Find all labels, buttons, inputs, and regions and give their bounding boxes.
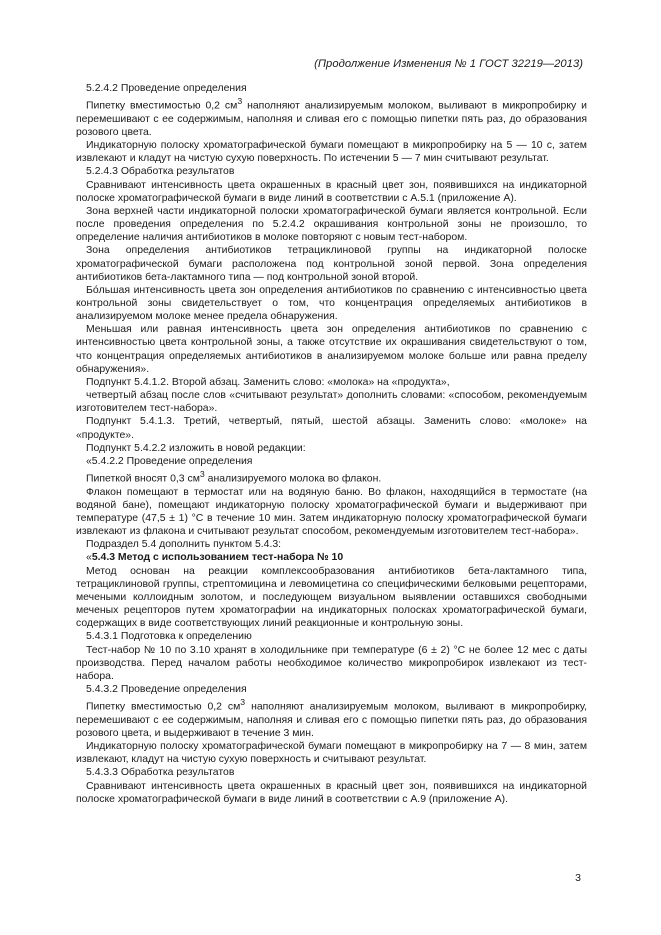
superscript: 3 xyxy=(199,469,205,480)
paragraph: Флакон помещают в термостат или на водяную баню. Во флакон, находящийся в термостате (на водяной бане), помещают индикаторную полоску хроматографической бумаги и выдерживают при температуре (47,5 ± 1) °С в течение 10 мин. Затем индикаторную полоску хроматографической бумаги извлекают из флакона и считывают результат способом, рекомендуемым изготовителем тест-набора». xyxy=(76,486,587,538)
paragraph: Подпункт 5.4.2.2 изложить в новой редакции: xyxy=(86,442,306,454)
paragraph: Подраздел 5.4 дополнить пунктом 5.4.3: xyxy=(86,539,282,551)
paragraph: Тест-набор № 10 по 3.10 хранят в холодильнике при температуре (6 ± 2) °С не более 12 мес с даты производства. Перед началом работы необходимое количество микропробирок извлекают из тест-набора. xyxy=(76,644,587,682)
document-body xyxy=(76,82,587,806)
paragraph: Пипетку вместимостью 0,2 $см^3$ наполняют анализируемым молоком, выливают в микропробирку, перемешивают с ее содержимым, наполняя и сливая его с помощью пипетки пять раз, до образования розового цвета, и выдерживают в течение 3 мин. xyxy=(76,697,587,739)
section-heading: «5.4.2.2 Проведение определения xyxy=(86,455,253,467)
section-heading: 5.4.3.3 Обработка результатов xyxy=(86,767,235,779)
section-heading-bold: «5.4.3 Метод с использованием тест-набора № 10 xyxy=(86,552,344,564)
section-heading: 5.2.4.2 Проведение определения xyxy=(86,83,247,94)
paragraph: Сравнивают интенсивность цвета окрашенных в красный цвет зон, появившихся на индикаторной полоске хроматографической бумаги в виде линий в соответствии с А.9 (приложение А). xyxy=(76,780,587,805)
paragraph: Метод основан на реакции комплексообразования антибиотиков бета-лактамного типа, тетрациклиновой группы, стрептомицина и левомицетина со специфическими белковыми рецепторами, мечеными коллоидным золотом, и последующем визуальном выявлении оставшихся свободными меченых рецепторов путем хроматографии на индикаторных полосках хроматографической бумаги, содержащих в виде соответствующих линий реакционные и контрольную зоны. xyxy=(76,565,587,630)
superscript: 3 xyxy=(240,697,246,708)
section-heading: 5.4.3.1 Подготовка к определению xyxy=(86,631,252,643)
section-heading: 5.2.4.3 Обработка результатов xyxy=(86,166,235,178)
paragraph: Пипетку вместимостью 0,2 $см^3$ наполняют анализируемым молоком, выливают в микропробирку и перемешивают с ее содержимым, наполняя и сливая его с помощью пипетки пять раз, до образования розового цвета. xyxy=(76,96,587,138)
paragraph: Бо́льшая интенсивность цвета зон определения антибиотиков по сравнению с интенсивностью цвета контрольной зоны свидетельствует о том, что концентрация определяемых антибиотиков в анализируемом молоке менее предела обнаружения. xyxy=(76,284,587,323)
paragraph: Меньшая или равная интенсивность цвета зон определения антибиотиков по сравнению с интенсивностью цвета контрольной зоны, а также отсутствие их окрашивания свидетельствуют о том, что концентрация определяемых антибиотиков в анализируемом молоке больше или равна пределу обнаружения». xyxy=(76,324,587,375)
paragraph: Подпункт 5.4.1.3. Третий, четвертый, пятый, шестой абзацы. Заменить слово: «молоке» на «продукте». xyxy=(76,416,587,441)
section-heading: 5.4.3.2 Проведение определения xyxy=(86,684,247,695)
paragraph: Индикаторную полоску хроматографической бумаги помещают в микропробирку на 5 — 10 с, затем извлекают и кладут на чистую сухую поверхность. По истечении 5 — 7 мин считывают результат. xyxy=(76,140,587,165)
running-header: (Продолжение Изменения № 1 ГОСТ 32219—2013) xyxy=(314,58,583,70)
paragraph: Индикаторную полоску хроматографической бумаги помещают в микропробирку на 7 — 8 мин, затем извлекают, кладут на чистую сухую поверхность и считывают результат. xyxy=(76,741,587,766)
paragraph: Подпункт 5.4.1.2. Второй абзац. Заменить слово: «молока» на «продукта», xyxy=(86,376,450,388)
paragraph: Сравнивают интенсивность цвета окрашенных в красный цвет зон, появившихся на индикаторной полоске хроматографической бумаги в виде линий в соответствии с А.5.1 (приложение А). xyxy=(76,179,587,204)
paragraph: четвертый абзац после слов «считывают результат» дополнить словами: «способом, рекомендуемым изготовителем тест-набора». xyxy=(76,390,587,415)
paragraph: Зона верхней части индикаторной полоски хроматографической бумаги является контрольной. Если после проведения определения по 5.2.4.2 окрашивания контрольной зоны не произошло, то определение наличия антибиотиков в молоке повторяют с новым тест-набором. xyxy=(76,205,587,244)
superscript: 3 xyxy=(237,96,243,107)
paragraph: Зона определения антибиотиков тетрациклиновой группы на индикаторной полоске хроматографической бумаги расположена под контрольной зоной первой. Зона определения антибиотиков бета-лактамного типа — под контрольной зоной второй. xyxy=(76,245,587,283)
paragraph: Пипеткой вносят 0,3 $см^3$ анализируемого молока во флакон. xyxy=(86,469,382,485)
page-number: 3 xyxy=(575,872,581,884)
